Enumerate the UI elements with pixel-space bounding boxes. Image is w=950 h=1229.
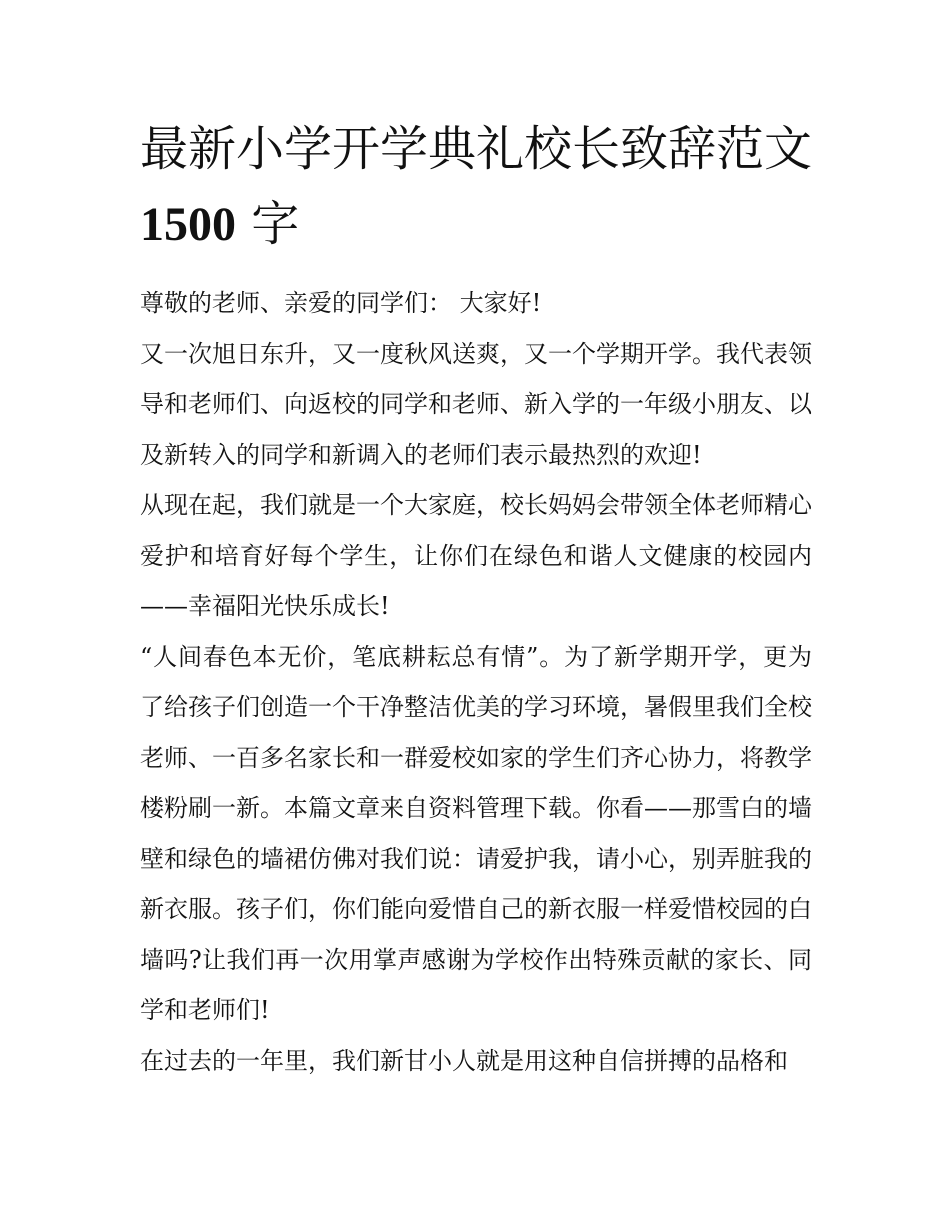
title-number: 1500 <box>140 198 236 251</box>
title-text: 最新小学开学典礼校长致辞范文 <box>140 121 813 177</box>
paragraph-welcome: 又一次旭日东升，又一度秋风送爽，又一个学期开学。我代表领导和老师们、向返校的同学和老师、新入学的一年级小朋友、以及新转入的同学和新调入的老师们表示最热烈的欢迎! <box>140 339 812 469</box>
paragraph-renovation: “人间春色本无价，笔底耕耘总有情”。为了新学期开学，更为了给孩子们创造一个干净整洁优美的学习环境，暑假里我们全校老师、一百多名家长和一群爱校如家的学生们齐心协力，将教学楼粉刷一新。本篇文章来自资料管理下载。你看——那雪白的墙壁和绿色的墙裙仿佛对我们说：请爱护我，请小心，别弄脏我的新衣服。孩子们，你们能向爱惜自己的新衣服一样爱惜校园的白墙吗?让我们再一次用掌声感谢为学校作出特殊贡献的家长、同学和老师们! <box>140 642 812 1024</box>
paragraph-greeting: 尊敬的老师、亲爱的同学们： 大家好! <box>140 289 542 317</box>
document-page <box>140 112 812 1086</box>
paragraph-past-year: 在过去的一年里，我们新甘小人就是用这种自信拼搏的品格和 <box>140 1046 788 1075</box>
document-title <box>140 112 812 262</box>
title-suffix: 字 <box>251 196 300 252</box>
paragraph-family: 从现在起，我们就是一个大家庭，校长妈妈会带领全体老师精心爱护和培育好每个学生，让你们在绿色和谐人文健康的校园内——幸福阳光快乐成长! <box>140 491 812 620</box>
